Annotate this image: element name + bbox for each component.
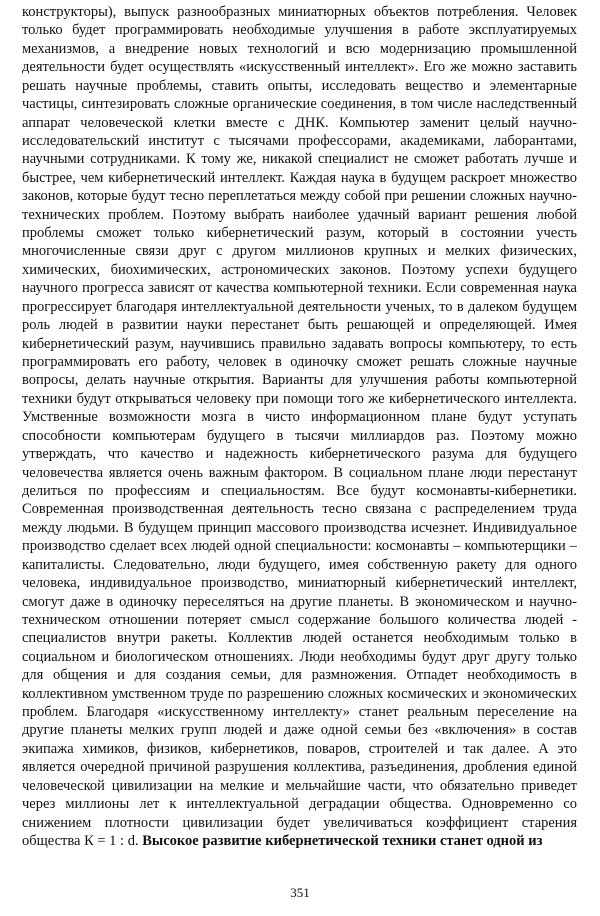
- page-number: 351: [290, 885, 310, 900]
- body-paragraph: [22, 0, 577, 850]
- body-text: конструкторы), выпуск разнообразных миниатюрных объектов потребления. Человек только будет программировать необходимые улучшения в работе эксплуатируемых механизмов, а внедрение новых технологий и всю модернизацию промышленной деятельности будет осуществлять «искусственный интеллект». Его же можно заставить решать научные проблемы, ставить опыты, исследовать вещество и элементарные частицы, синтезировать сложные органические соединения, в том числе наследственный аппарат человеческой клетки вместе с ДНК. Компьютер заменит целый научно-исследовательский институт с тысячами профессорами, академиками, лаборантами, научными сотрудниками. К тому же, никакой специалист не сможет работать лучше и быстрее, чем кибернетический интеллект. Каждая наука в будущем раскроет множество законов, которые будут тесно переплетаться между собой при решении сложных научно-технических проблем. Поэтому выбрать наиболее удачный вариант решения любой проблемы сможет только кибернетический разум, который в состоянии учесть многочисленные связи друг с другом миллионов крупных и мелких физических, химических, биохимических, астрономических законов. Поэтому успехи будущего научного прогресса зависят от качества компьютерной техники. Если современная наука прогрессирует благодаря интеллектуальной деятельности ученых, то в далеком будущем роль людей в развитии науки перестанет быть решающей и определяющей. Имея кибернетический разум, научившись правильно задавать вопросы компьютеру, то есть программировать его работу, человек в одиночку сможет решать сложные научные вопросы, делать научные открытия. Варианты для улучшения работы компьютерной техники будут открываться человеку при помощи того же кибернетического интеллекта. Умственные возможности мозга в чисто информационном плане будут уступать способности компьютерам будущего в тысячи миллиардов раз. Поэтому можно утверждать, что качество и надежность кибернетического разума для будущего человечества является очень важным фактором. В социальном плане люди перестанут делиться по профессиям и специальностям. Все будут космонавты-кибернетики. Современная производственная деятельность тесно связана с распределением труда между людьми. В будущем принцип массового производства исчезнет. Индивидуальное производство сделает всех людей одной специальности: космонавты – компьютерщики – капиталисты. Следовательно, люди будущего, имея собственную ракету для одного человека, индивидуальное производство, миниатюрный кибернетический интеллект, смогут даже в одиночку переселяться на другие планеты. В экономическом и научно-техническом отношении потеряет смысл содержание большого количества людей - специалистов внутри ракеты. Коллектив людей останется необходимым только в социальном и биологическом отношениях. Люди необходимы будут друг другу только для общения и для создания семьи, для размножения. Отпадет необходимость в коллективном умственном труде по разрешению сложных космических и экономических проблем. Благодаря «искусственному интеллекту» станет реальным переселение на другие планеты мелких групп людей и даже одной семьи без «включения» в состав экипажа химиков, физиков, кибернетиков, поваров, строителей и так далее. А это является очередной причиной разрушения коллектива, разъединения, дробления единой человеческой цивилизации на мелкие и мельчайшие части, что обязательно приведет через миллионы лет к интеллектуальной деградации общества. Одновременно со снижением плотности цивилизации будет увеличиваться коэффициент старения общества К = 1 : d.: [22, 4, 577, 849]
- bold-sentence: Высокое развитие кибернетической техники станет одной из: [142, 832, 543, 849]
- document-page: [22, 0, 577, 916]
